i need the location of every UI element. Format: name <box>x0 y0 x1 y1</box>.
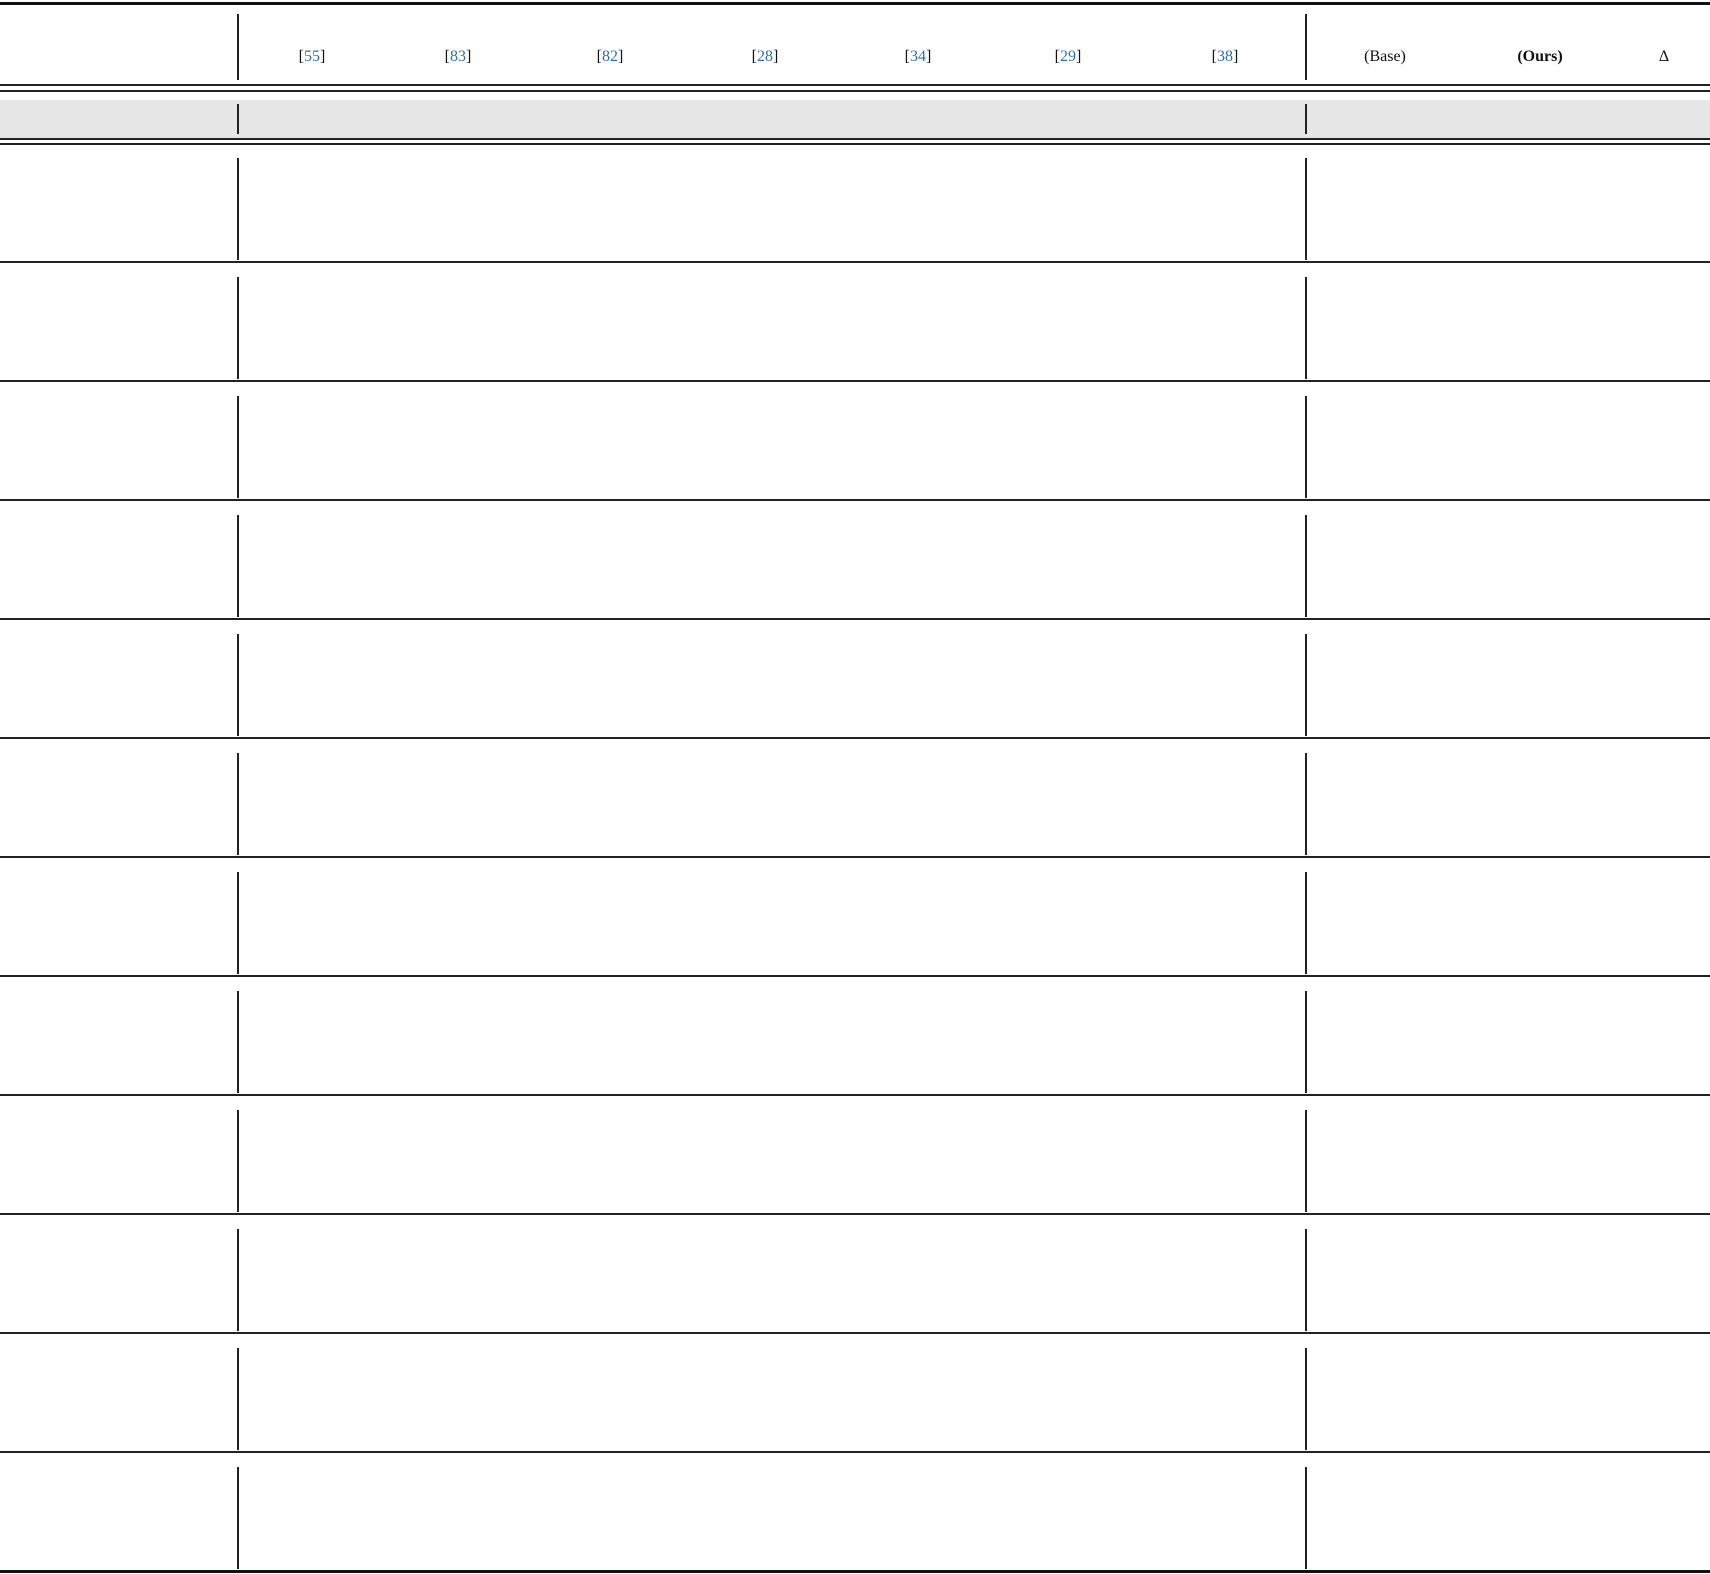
group-separator <box>0 737 1710 739</box>
citation-link[interactable]: [83] <box>444 48 472 65</box>
citation-link[interactable]: [82] <box>596 48 624 65</box>
group-separator <box>0 1332 1710 1334</box>
avg-rank-vline-left <box>237 104 239 134</box>
avg-rank-rule-1 <box>0 138 1710 140</box>
citation-link[interactable]: [34] <box>904 48 932 65</box>
group-vline-left <box>237 1467 239 1569</box>
group-separator <box>0 856 1710 858</box>
header-vline-right <box>1305 14 1307 80</box>
group-vline-right <box>1305 1467 1307 1569</box>
method-sub-header: (Ours) <box>1517 48 1563 65</box>
citation-number[interactable]: 82 <box>602 48 618 65</box>
citation-link[interactable]: [28] <box>751 48 779 65</box>
citation-number[interactable]: 38 <box>1217 48 1233 65</box>
group-vline-right <box>1305 634 1307 736</box>
citation-link[interactable]: [38] <box>1211 48 1239 65</box>
avg-rank-shade <box>0 100 1710 138</box>
header-vline-left <box>237 14 239 80</box>
group-vline-right <box>1305 277 1307 379</box>
header-rule-1 <box>0 84 1710 86</box>
group-vline-right <box>1305 158 1307 260</box>
group-vline-left <box>237 872 239 974</box>
group-separator <box>0 1213 1710 1215</box>
group-vline-left <box>237 158 239 260</box>
group-vline-right <box>1305 872 1307 974</box>
group-vline-left <box>237 1229 239 1331</box>
avg-rank-vline-right <box>1305 104 1307 134</box>
citation-number[interactable]: 29 <box>1060 48 1076 65</box>
group-separator <box>0 499 1710 501</box>
group-vline-left <box>237 1110 239 1212</box>
group-vline-right <box>1305 753 1307 855</box>
group-vline-left <box>237 515 239 617</box>
method-sub-header: Δ <box>1658 48 1670 65</box>
group-vline-left <box>237 396 239 498</box>
table-top-rule <box>0 2 1710 5</box>
group-separator <box>0 975 1710 977</box>
header-rule-2 <box>0 90 1710 92</box>
citation-number[interactable]: 28 <box>757 48 773 65</box>
table-bottom-rule <box>0 1570 1710 1573</box>
citation-link[interactable]: [29] <box>1054 48 1082 65</box>
group-vline-right <box>1305 1348 1307 1450</box>
group-separator <box>0 261 1710 263</box>
group-separator <box>0 380 1710 382</box>
group-vline-left <box>237 1348 239 1450</box>
citation-number[interactable]: 34 <box>910 48 926 65</box>
group-vline-left <box>237 753 239 855</box>
group-separator <box>0 1094 1710 1096</box>
group-vline-left <box>237 277 239 379</box>
group-separator <box>0 618 1710 620</box>
citation-number[interactable]: 83 <box>450 48 466 65</box>
avg-rank-rule-2 <box>0 143 1710 145</box>
group-vline-right <box>1305 515 1307 617</box>
citation-link[interactable]: [55] <box>298 48 326 65</box>
method-sub-header: (Base) <box>1364 48 1406 65</box>
group-vline-left <box>237 991 239 1093</box>
group-vline-right <box>1305 1110 1307 1212</box>
group-separator <box>0 1451 1710 1453</box>
citation-number[interactable]: 55 <box>304 48 320 65</box>
group-vline-right <box>1305 1229 1307 1331</box>
group-vline-right <box>1305 991 1307 1093</box>
group-vline-right <box>1305 396 1307 498</box>
group-vline-left <box>237 634 239 736</box>
